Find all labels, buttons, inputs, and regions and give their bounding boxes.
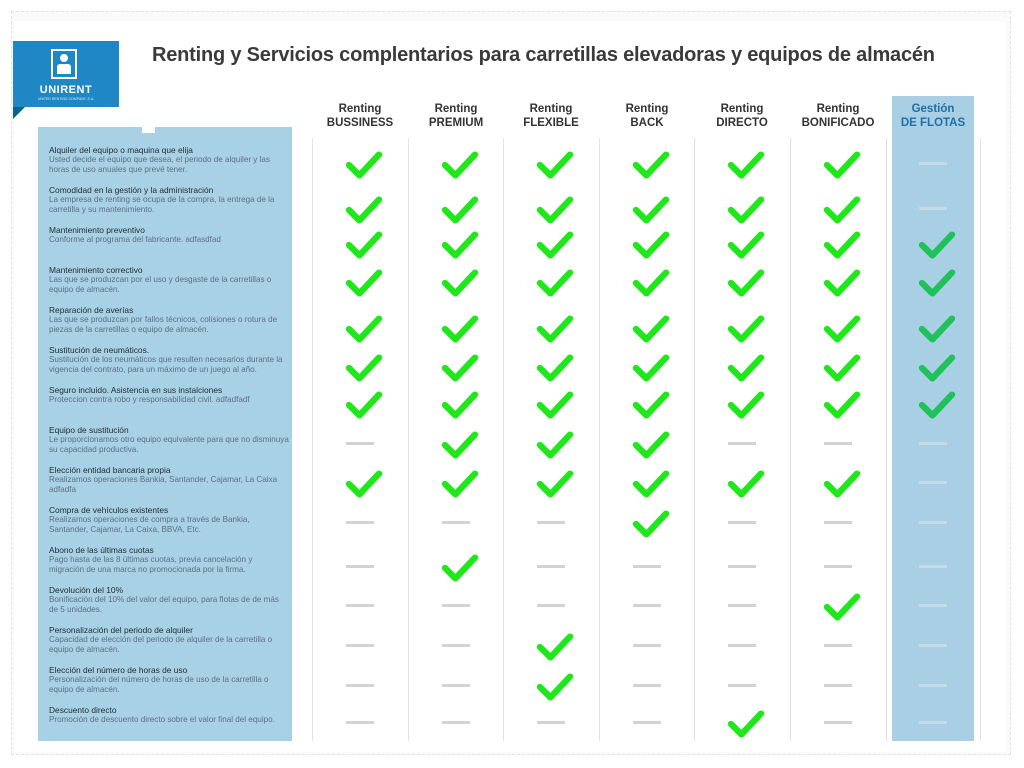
check-icon [726, 268, 766, 298]
dash-icon [537, 604, 565, 607]
dash-icon [919, 565, 947, 568]
column-header-line1: Gestión [911, 103, 955, 115]
column-header-line2: DIRECTO [716, 117, 768, 129]
check-icon [440, 390, 480, 420]
dash-icon [346, 604, 374, 607]
check-icon [440, 553, 480, 583]
feature-description: Usted decide el equipo que desea, el periodo de alquiler y las horas de uso anuales que prevé tener. [49, 155, 270, 174]
feature-description: Realizamos operaciones de compra a través de Bankia, Santander, Cajamar, La Caixa, BBVA, Etc. [49, 515, 250, 534]
column-header-bonificado [790, 102, 886, 130]
feature-title: Personalización del periodo de alquiler [49, 625, 193, 635]
feature-description: Realizamos operaciones Bankia, Santander, Cajamar, La Caixa adfadfa [49, 475, 278, 494]
dash-icon [919, 721, 947, 724]
column-header-directo [694, 102, 790, 130]
feature-description: Las que se produzcan por fallos técnicos, colisiones o rotura de piezas de la carretillas o equipo de almacén. [49, 315, 278, 334]
unirent-logo [13, 41, 119, 107]
check-icon [344, 353, 384, 383]
dash-icon [442, 644, 470, 647]
check-icon [440, 195, 480, 225]
dash-icon [346, 521, 374, 524]
check-icon [822, 469, 862, 499]
check-icon [917, 353, 957, 383]
dash-icon [633, 721, 661, 724]
feature-description: Capacidad de elección del periodo de alquiler de la carretilla o equipo de almacén. [49, 635, 273, 654]
check-icon [344, 268, 384, 298]
check-icon [631, 230, 671, 260]
logo-emblem-icon [51, 49, 77, 79]
dash-icon [346, 721, 374, 724]
feature-row [49, 305, 289, 335]
dash-icon [633, 565, 661, 568]
check-icon [726, 230, 766, 260]
feature-row [49, 665, 289, 695]
column-header-line1: Renting [625, 103, 669, 115]
check-icon [726, 195, 766, 225]
feature-row [49, 465, 289, 495]
dash-icon [919, 481, 947, 484]
dash-icon [919, 604, 947, 607]
check-icon [440, 353, 480, 383]
check-icon [344, 195, 384, 225]
check-icon [726, 150, 766, 180]
column-header-line1: Renting [434, 103, 478, 115]
dash-icon [919, 207, 947, 210]
check-icon [822, 314, 862, 344]
check-icon [535, 314, 575, 344]
feature-title: Seguro incluido. Asistencia en sus instalciones [49, 385, 223, 395]
check-icon [822, 592, 862, 622]
column-header-line1: Renting [529, 103, 573, 115]
column-header-line2: BONIFICADO [801, 117, 875, 129]
feature-title: Reparación de averías [49, 305, 134, 315]
check-icon [344, 390, 384, 420]
check-icon [440, 469, 480, 499]
dash-icon [442, 521, 470, 524]
check-icon [535, 353, 575, 383]
feature-row [49, 345, 289, 375]
check-icon [535, 672, 575, 702]
check-icon [535, 195, 575, 225]
feature-row [49, 545, 289, 575]
dash-icon [919, 162, 947, 165]
dash-icon [633, 604, 661, 607]
dash-icon [346, 442, 374, 445]
check-icon [631, 390, 671, 420]
feature-title: Comodidad en la gestión y la administración [49, 185, 214, 195]
feature-title: Sustitución de neumáticos. [49, 345, 150, 355]
check-icon [631, 353, 671, 383]
check-icon [726, 353, 766, 383]
dash-icon [537, 521, 565, 524]
feature-title: Devolución del 10% [49, 585, 124, 595]
feature-description: Las que se produzcan por el uso y desgaste de la carretillas o equipo de almacén. [49, 275, 272, 294]
column-header-line1: Renting [720, 103, 764, 115]
dash-icon [442, 604, 470, 607]
dash-icon [442, 721, 470, 724]
feature-description: Personalización del número de horas de uso de la carretilla o equipo de almacén. [49, 675, 269, 694]
check-icon [822, 150, 862, 180]
check-icon [535, 632, 575, 662]
column-header-gestion-flotas [892, 102, 974, 130]
dash-icon [824, 721, 852, 724]
dash-icon [442, 684, 470, 687]
column-header-line2: FLEXIBLE [523, 117, 579, 129]
check-icon [631, 509, 671, 539]
check-icon [440, 314, 480, 344]
feature-description: Le proporcionamos otro equipo equivalente para que no disminuya su capacidad productiva. [49, 435, 289, 454]
feature-title: Elección entidad bancaria propia [49, 465, 171, 475]
page-title: Renting y Servicios complentarios para carretillas elevadoras y equipos de almacén [152, 44, 935, 66]
check-icon [726, 469, 766, 499]
feature-description: La empresa de renting se ocupa de la compra, la entrega de la carretilla y su mantenimiento. [49, 195, 275, 214]
dash-icon [824, 521, 852, 524]
check-icon [822, 353, 862, 383]
dash-icon [346, 565, 374, 568]
dash-icon [728, 442, 756, 445]
column-divider [312, 138, 313, 741]
check-icon [344, 314, 384, 344]
column-header-flexible [503, 102, 599, 130]
check-icon [822, 195, 862, 225]
check-icon [631, 469, 671, 499]
check-icon [440, 268, 480, 298]
feature-description: Sustitución de los neumáticos que resulten necesarios durante la vigencia del contrato, para un máximo de un juego al año. [49, 355, 283, 374]
feature-title: Compra de vehículos existentes [49, 505, 169, 515]
feature-title: Elección del número de horas de uso [49, 665, 188, 675]
column-divider [503, 138, 504, 741]
check-icon [917, 314, 957, 344]
feature-title: Equipo de sustitución [49, 425, 129, 435]
column-header-back [599, 102, 695, 130]
feature-row [49, 385, 289, 405]
feature-description: Pago hasta de las 8 últimas cuotas, previa cancelación y migración de una marca no promocionada por la firma. [49, 555, 253, 574]
feature-title: Alquiler del equipo o maquina que elija [49, 145, 193, 155]
dash-icon [919, 644, 947, 647]
check-icon [344, 469, 384, 499]
check-icon [535, 390, 575, 420]
check-icon [917, 268, 957, 298]
dash-icon [824, 644, 852, 647]
check-icon [631, 195, 671, 225]
feature-row [49, 505, 289, 535]
dash-icon [728, 644, 756, 647]
dash-icon [728, 604, 756, 607]
check-icon [822, 268, 862, 298]
feature-description: Conforme al programa del fabricante. adfasdfad [49, 235, 221, 244]
dash-icon [824, 565, 852, 568]
dash-icon [728, 521, 756, 524]
dash-icon [728, 684, 756, 687]
column-header-bussiness [312, 102, 408, 130]
column-divider [599, 138, 600, 741]
column-header-line1: Renting [816, 103, 860, 115]
column-header-line2: BACK [630, 117, 664, 129]
dash-icon [633, 684, 661, 687]
column-header-line1: Renting [338, 103, 382, 115]
column-divider [790, 138, 791, 741]
check-icon [631, 268, 671, 298]
feature-description: Proteccion contra robo y responsabilidad civil. adfadfadf [49, 395, 250, 404]
logo-name: UNIRENT [39, 84, 93, 96]
feature-description: Promoción de descuento directo sobre el valor final del equipo. [49, 715, 275, 724]
dash-icon [346, 684, 374, 687]
check-icon [726, 709, 766, 739]
check-icon [631, 430, 671, 460]
column-divider [694, 138, 695, 741]
dash-icon [537, 721, 565, 724]
check-icon [440, 430, 480, 460]
dash-icon [633, 644, 661, 647]
check-icon [631, 150, 671, 180]
column-header-line2: BUSSINESS [326, 117, 394, 129]
check-icon [535, 150, 575, 180]
feature-description: Bonificación del 10% del valor del equipo, para flotas de de más de 5 unidades. [49, 595, 279, 614]
check-icon [440, 230, 480, 260]
check-icon [726, 390, 766, 420]
feature-row [49, 225, 289, 245]
column-header-line2: DE FLOTAS [900, 117, 966, 129]
column-header-line2: PREMIUM [428, 117, 484, 129]
logo-subtitle: UNITED RENTING COMPANY, S.A. [37, 97, 95, 101]
feature-row [49, 585, 289, 615]
feature-row [49, 265, 289, 295]
feature-row [49, 145, 289, 175]
check-icon [535, 430, 575, 460]
dash-icon [346, 644, 374, 647]
check-icon [344, 230, 384, 260]
feature-title: Descuento directo [49, 705, 117, 715]
dash-icon [919, 442, 947, 445]
check-icon [917, 390, 957, 420]
column-divider [408, 138, 409, 741]
check-icon [822, 390, 862, 420]
check-icon [631, 314, 671, 344]
column-divider [886, 138, 887, 741]
feature-row [49, 425, 289, 455]
check-icon [440, 150, 480, 180]
check-icon [535, 268, 575, 298]
check-icon [726, 314, 766, 344]
feature-row [49, 625, 289, 655]
feature-title: Abono de las últimas cuotas [49, 545, 154, 555]
dash-icon [728, 565, 756, 568]
check-icon [917, 230, 957, 260]
check-icon [535, 469, 575, 499]
feature-title: Mantenimiento preventivo [49, 225, 145, 235]
column-header-premium [408, 102, 504, 130]
dash-icon [537, 565, 565, 568]
feature-row [49, 705, 289, 725]
feature-title: Mantenimiento correctivo [49, 265, 143, 275]
column-divider [980, 138, 981, 741]
dash-icon [919, 684, 947, 687]
dash-icon [824, 684, 852, 687]
check-icon [344, 150, 384, 180]
feature-row [49, 185, 289, 215]
check-icon [535, 230, 575, 260]
dash-icon [919, 521, 947, 524]
check-icon [822, 230, 862, 260]
dash-icon [824, 442, 852, 445]
